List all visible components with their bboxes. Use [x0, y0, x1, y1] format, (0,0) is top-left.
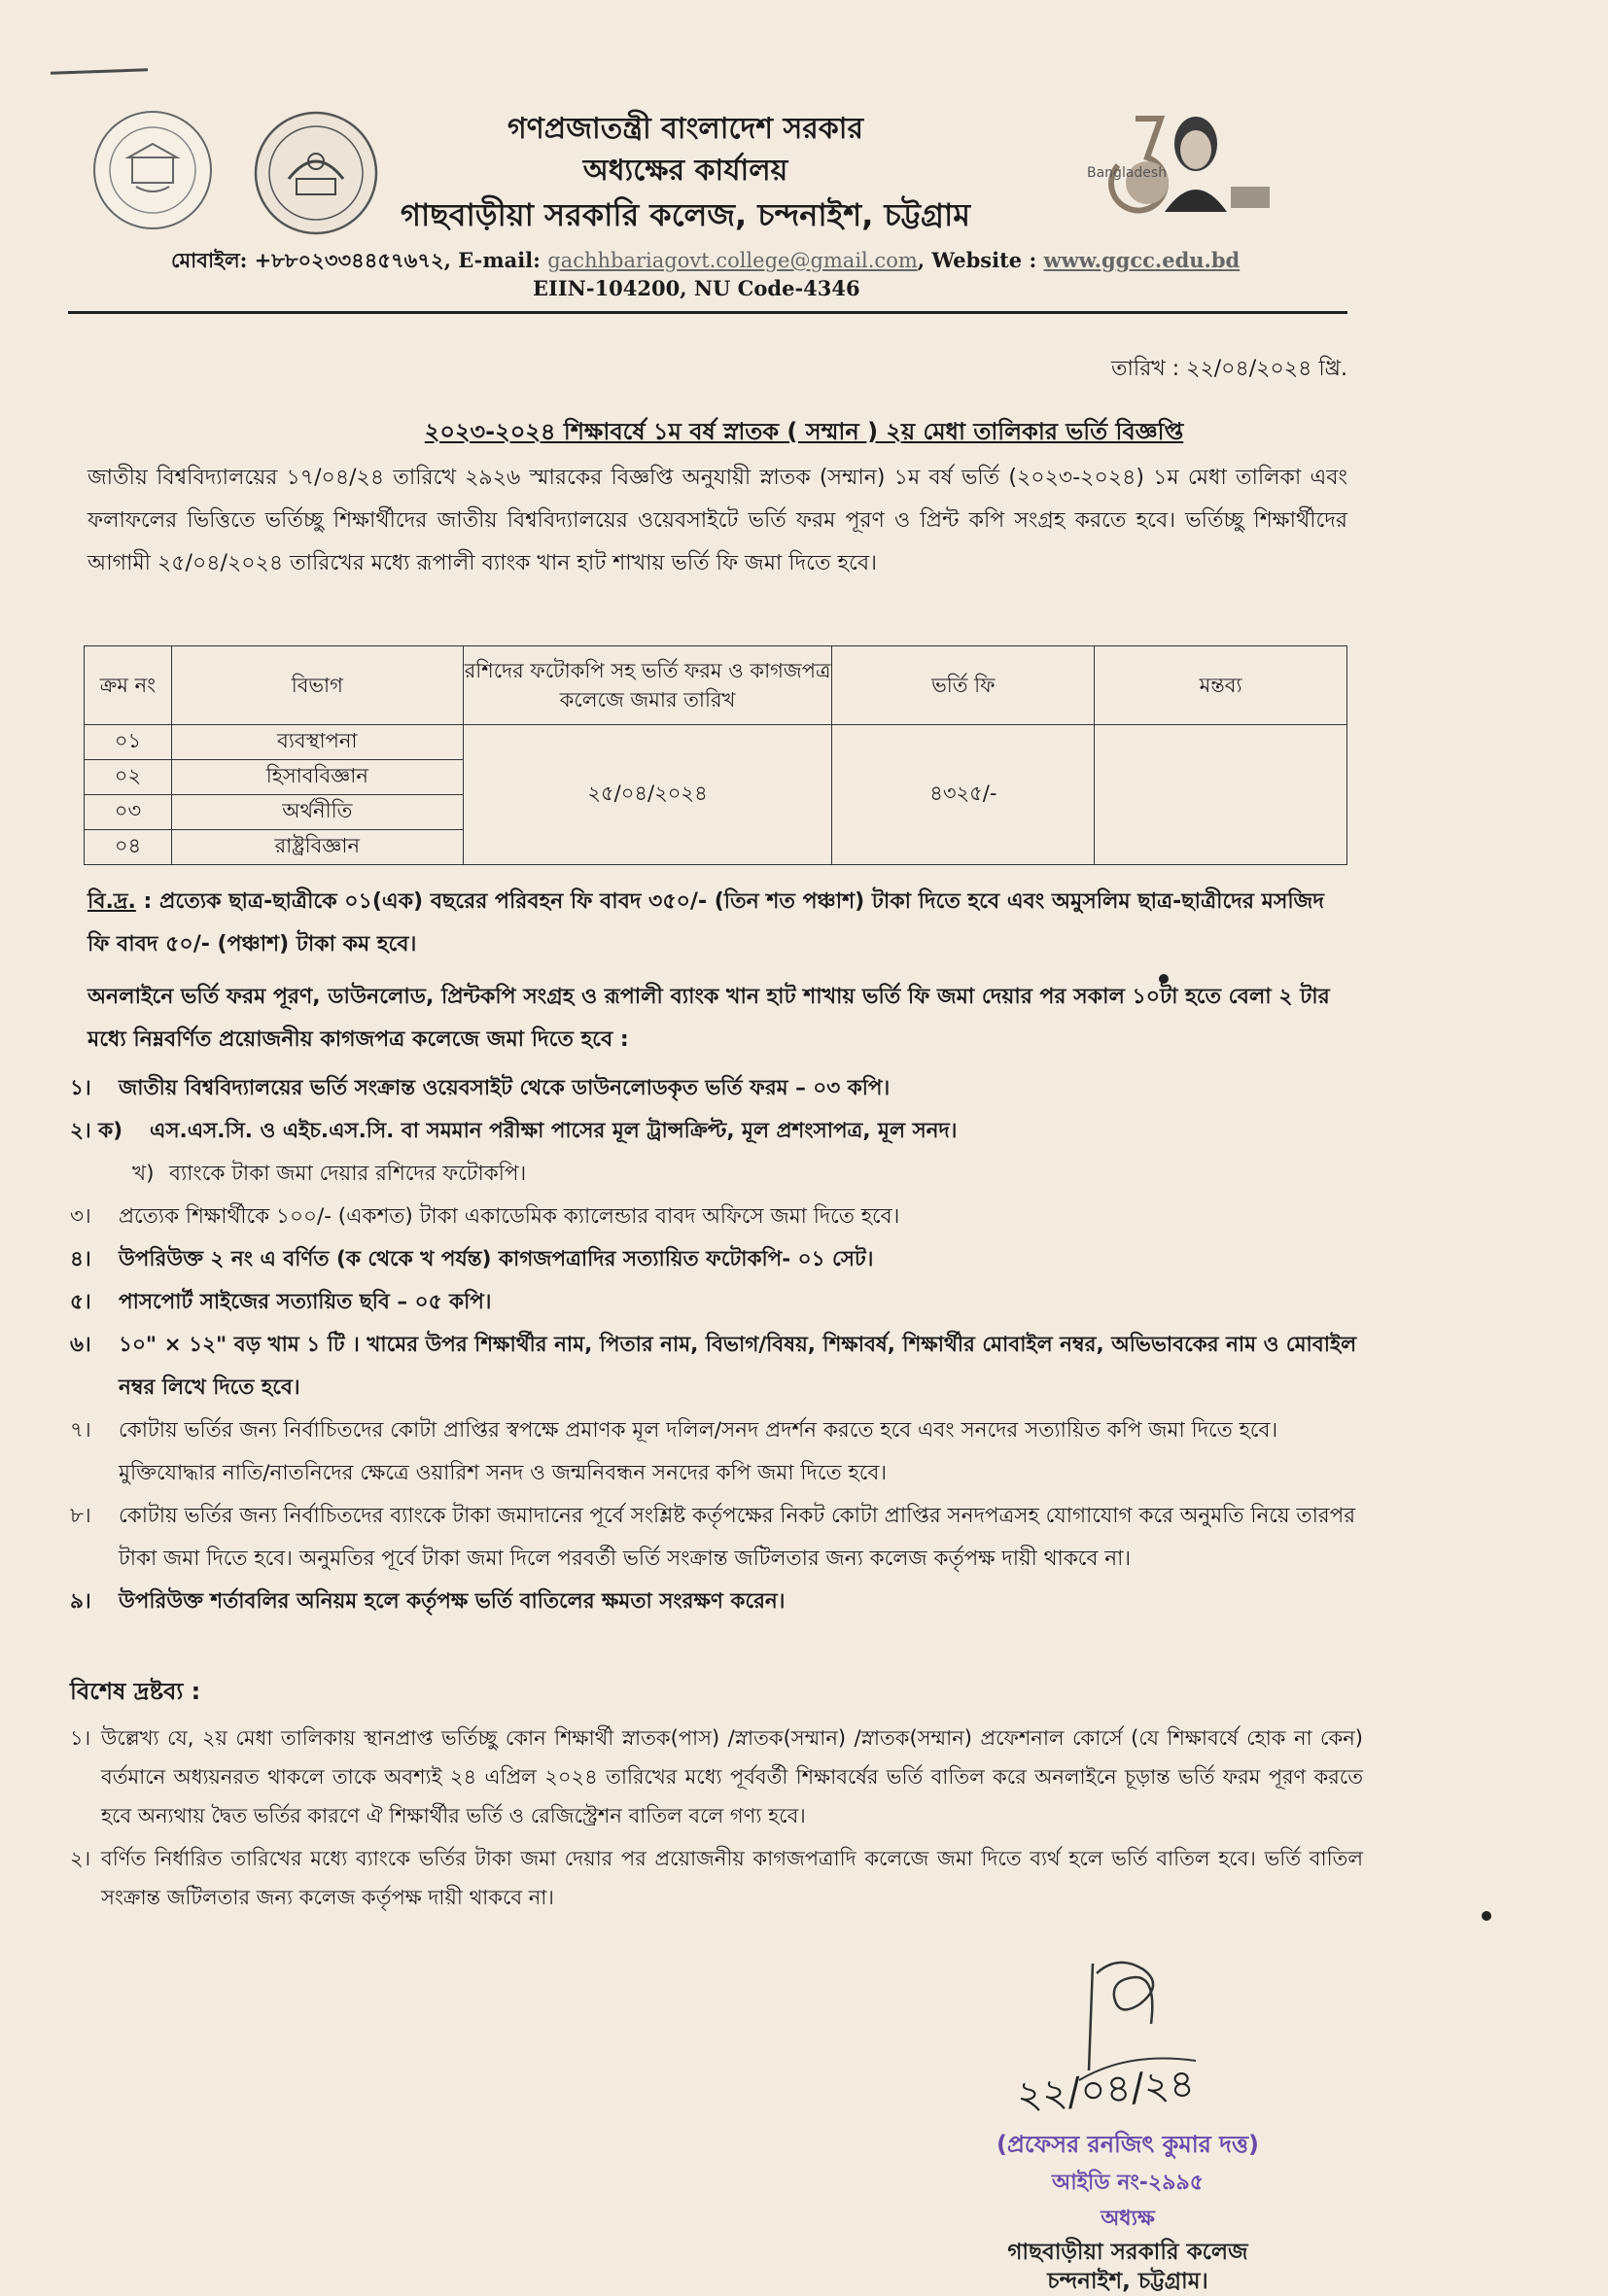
col-submission-date: রশিদের ফটোকপি সহ ভর্তি ফরম ও কাগজপত্র কলেজে জমার তারিখ [463, 646, 832, 725]
list-text: ব্যাংকে টাকা জমা দেয়ার রশিদের ফটোকপি। [169, 1162, 527, 1186]
list-number: ৬। [70, 1333, 91, 1357]
list-text: এস.এস.সি. ও এইচ.এস.সি. বা সমমান পরীক্ষা পাসের মূল ট্রান্সক্রিপ্ট, মূল প্রশংসাপত্র, মূল সনদ। [150, 1119, 958, 1143]
list-number: ২। ক) [70, 1119, 123, 1143]
table-header-row [85, 646, 1347, 725]
list-text: ১০" × ১২" বড় খাম ১ টি । খামের উপর শিক্ষার্থীর নাম, পিতার নাম, বিভাগ/বিষয়, শিক্ষাবর্ষ, শিক্ষার্থীর মোবাইল নম্বর, অভিভাবকের নাম ও মোবাইল নম্বর লিখে দিতে হবে। [119, 1333, 1357, 1400]
col-department: বিভাগ [171, 646, 463, 725]
table-row [85, 725, 1347, 760]
list-item [70, 1110, 1363, 1153]
phone-label: মোবাইল: +৮৮০২৩৩৪৪৫৭৬৭২, E-mail: [171, 248, 541, 272]
govt-name: গণপ্রজাতন্ত্রী বাংলাদেশ সরকার [507, 112, 863, 146]
notice-title [0, 414, 1608, 453]
list-number: ৯। [70, 1589, 91, 1614]
documents-list [70, 1067, 1363, 1623]
row-serial: ০৪ [85, 830, 172, 865]
principal-stamp [962, 2127, 1293, 2296]
submission-date: ২৫/০৪/২০২৪ [463, 725, 832, 865]
notice-title-text: ২০২৩-২০২৪ শিক্ষাবর্ষে ১ম বর্ষ স্নাতক ( সম্মান ) ২য় মেধা তালিকার ভর্তি বিজ্ঞপ্তি [424, 418, 1184, 445]
admission-fee: ৪৩২৫/- [832, 725, 1095, 865]
list-item [70, 1196, 1363, 1238]
office-name: অধ্যক্ষের কার্যালয় [582, 154, 788, 188]
list-number: ৮। [70, 1504, 91, 1528]
list-text: জাতীয় বিশ্ববিদ্যালয়ের ভর্তি সংক্রান্ত ওয়েবসাইট থেকে ডাউনলোডকৃত ভর্তি ফরম – ০৩ কপি। [119, 1076, 891, 1100]
list-number: ৩। [70, 1204, 91, 1229]
special-note-heading: বিশেষ দ্রষ্টব্য : [70, 1678, 201, 1705]
list-number: ২। [70, 1847, 91, 1870]
col-remarks: মন্তব্য [1095, 646, 1347, 725]
row-department: রাষ্ট্রবিজ্ঞান [171, 830, 463, 865]
list-item [70, 1839, 1363, 1917]
contact-line [171, 245, 1240, 279]
list-item [70, 1495, 1363, 1581]
list-item [70, 1719, 1363, 1835]
principal-id: আইডি নং-২৯৯৫ [1051, 2171, 1205, 2195]
pen-mark [51, 68, 148, 74]
note-text: : প্রত্যেক ছাত্র-ছাত্রীকে ০১(এক) বছরের পরিবহন ফি বাবদ ৩৫০/- (তিন শত পঞ্চাশ) টাকা দিতে হবে এবং অমুসলিম ছাত্র-ছাত্রীদের মসজিদ ফি বাবদ ৫০/- (পঞ্চাশ) টাকা কম হবে। [87, 889, 1324, 957]
list-item [70, 1067, 1363, 1110]
admission-table [84, 645, 1347, 865]
mujib-100-portrait [1147, 105, 1274, 222]
list-text: উপরিউক্ত শর্তাবলির অনিয়ম হলে কর্তৃপক্ষ ভর্তি বাতিলের ক্ষমতা সংরক্ষণ করেন। [119, 1589, 786, 1614]
principal-designation: অধ্যক্ষ [1101, 2207, 1155, 2231]
col-fee: ভর্তি ফি [832, 646, 1095, 725]
office-header [389, 109, 982, 237]
website-label: , Website : [917, 248, 1037, 272]
list-item [70, 1409, 1363, 1495]
row-department: অর্থনীতি [171, 795, 463, 830]
list-item [70, 1324, 1363, 1409]
col-serial: ক্রম নং [85, 646, 172, 725]
list-number: খ) [132, 1162, 155, 1186]
list-number: ৫। [70, 1290, 91, 1314]
row-serial: ০১ [85, 725, 172, 760]
list-item [70, 1581, 1363, 1623]
row-serial: ০২ [85, 760, 172, 795]
signature-date: ২২/০৪/২৪ [1015, 2061, 1197, 2119]
svg-text:Bangladesh: Bangladesh [1087, 165, 1168, 181]
ink-dot [1482, 1911, 1491, 1921]
documents-intro: অনলাইনে ভর্তি ফরম পূরণ, ডাউনলোড, প্রিন্টকপি সংগ্রহ ও রূপালী ব্যাংক খান হাট শাখায় ভর্তি ফি জমা দেয়ার পর সকাল ১০টা হতে বেলা ২ টার মধ্যে নিম্নবর্ণিত প্রয়োজনীয় কাগজপত্র কলেজে জমা দিতে হবে : [87, 985, 1330, 1052]
list-number: ৭। [70, 1418, 91, 1443]
college-emblem-logo [248, 105, 384, 241]
intro-paragraph: জাতীয় বিশ্ববিদ্যালয়ের ১৭/০৪/২৪ তারিখে ২৯২৬ স্মারকের বিজ্ঞপ্তি অনুযায়ী স্নাতক (সম্মান) ১ম বর্ষ ভর্তি (২০২৩-২০২৪) ১ম মেধা তালিকা এবং ফলাফলের ভিত্তিতে ভর্তিচ্ছু শিক্ষার্থীদের জাতীয় বিশ্ববিদ্যালয়ের ওয়েবসাইটে ভর্তি ফরম পূরণ ও প্রিন্ট কপি সংগ্রহ করতে হবে। ভর্তিচ্ছু শিক্ষার্থীদের আগামী ২৫/০৪/২০২৪ তারিখের মধ্যে রূপালী ব্যাংক খান হাট শাখায় ভর্তি ফি জমা দিতে হবে। [87, 466, 1347, 575]
website-link[interactable]: www.ggcc.edu.bd [1043, 248, 1241, 272]
list-text: উল্লেখ্য যে, ২য় মেধা তালিকায় স্থানপ্রাপ্ত ভর্তিচ্ছু কোন শিক্ষার্থী স্নাতক(পাস) /স্নাতক(সম্মান) /স্নাতক(সম্মান) প্রফেশনাল কোর্সে (যে শিক্ষাবর্ষে হোক না কেন) বর্তমানে অধ্যয়নরত থাকলে তাকে অবশ্যই ২৪ এপ্রিল ২০২৪ তারিখের মধ্যে পূর্ববর্তী শিক্ষাবর্ষের ভর্তি বাতিল করে অনলাইনে চূড়ান্ত ভর্তি ফরম পূরণ করতে হবে অন্যথায় দ্বৈত ভর্তির কারণে ঐ শিক্ষার্থীর ভর্তি ও রেজিস্ট্রেশন বাতিল বলে গণ্য হবে। [101, 1726, 1363, 1827]
stamp-location: চন্দনাইশ, চট্টগ্রাম। [1047, 2269, 1208, 2294]
row-department: ব্যবস্থাপনা [171, 725, 463, 760]
list-text: প্রত্যেক শিক্ষার্থীকে ১০০/- (একশত) টাকা একাডেমিক ক্যালেন্ডার বাবদ অফিসে জমা দিতে হবে। [119, 1204, 900, 1229]
remarks [1095, 725, 1347, 865]
note-block [87, 881, 1347, 966]
list-number: ১। [70, 1076, 91, 1100]
govt-seal-logo [89, 107, 216, 233]
notice-date: তারিখ : ২২/০৪/২০২৪ খ্রি. [1111, 357, 1347, 381]
ink-dot [1159, 974, 1169, 984]
stamp-college: গাছবাড়ীয়া সরকারি কলেজ [1007, 2240, 1248, 2265]
list-text: কোটায় ভর্তির জন্য নির্বাচিতদের ব্যাংকে টাকা জমাদানের পূর্বে সংশ্লিষ্ট কর্তৃপক্ষের নিকট কোটা প্রাপ্তির সনদপত্রসহ যোগাযোগ করে অনুমতি নিয়ে তারপর টাকা জমা দিতে হবে। অনুমতির পূর্বে টাকা জমা দিলে পরবর্তী ভর্তি সংক্রান্ত জটিলতার জন্য কলেজ কর্তৃপক্ষ দায়ী থাকবে না। [119, 1504, 1356, 1571]
list-item [70, 1281, 1363, 1324]
list-text: উপরিউক্ত ২ নং এ বর্ণিত (ক থেকে খ পর্যন্ত) কাগজপত্রাদির সত্যায়িত ফটোকপি- ০১ সেট। [119, 1247, 874, 1271]
principal-name: (প্রফেসর রনজিৎ কুমার দত্ত) [996, 2131, 1259, 2158]
email-link[interactable]: gachhbariagovt.college@gmail.com [547, 249, 918, 272]
list-text: বর্ণিত নির্ধারিত তারিখের মধ্যে ব্যাংকে ভর্তির টাকা জমা দেয়ার পর প্রয়োজনীয় কাগজপত্রাদি কলেজে জমা দিতে ব্যর্থ হলে ভর্তি বাতিল হবে। ভর্তি বাতিল সংক্রান্ত জটিলতার জন্য কলেজ কর্তৃপক্ষ দায়ী থাকবে না। [101, 1847, 1363, 1909]
list-number: ১। [70, 1726, 91, 1750]
list-text: পাসপোর্ট সাইজের সত্যায়িত ছবি – ০৫ কপি। [119, 1290, 492, 1314]
eiin-code: EIIN-104200, NU Code-4346 [533, 276, 860, 300]
special-note-list [70, 1719, 1363, 1921]
row-serial: ০৩ [85, 795, 172, 830]
list-number: ৪। [70, 1247, 91, 1271]
header-divider [68, 311, 1347, 314]
list-item [70, 1153, 1363, 1196]
college-name: গাছবাড়ীয়া সরকারি কলেজ, চন্দনাইশ, চট্টগ্রাম [401, 196, 970, 233]
note-label: বি.দ্র. [87, 889, 136, 914]
list-text: কোটায় ভর্তির জন্য নির্বাচিতদের কোটা প্রাপ্তির স্বপক্ষে প্রমাণক মূল দলিল/সনদ প্রদর্শন করতে হবে এবং সনদের সত্যায়িত কপি জমা দিতে হবে। মুক্তিযোদ্ধার নাতি/নাতনিদের ক্ষেত্রে ওয়ারিশ সনদ ও জন্মনিবন্ধন সনদের কপি জমা দিতে হবে। [119, 1418, 1278, 1485]
row-department: হিসাববিজ্ঞান [171, 760, 463, 795]
list-item [70, 1238, 1363, 1281]
